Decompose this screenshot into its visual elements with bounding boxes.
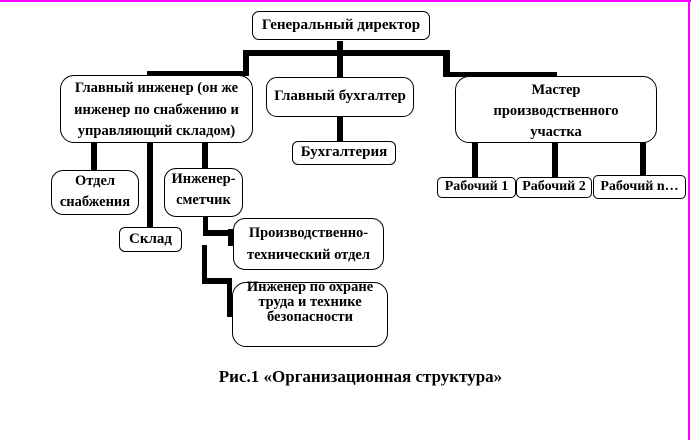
- node-label-line: участка: [530, 124, 582, 140]
- node-label-line: производственного: [493, 103, 619, 119]
- connector-engineer-supply: [91, 142, 97, 171]
- node-label-line: Мастер: [531, 82, 581, 98]
- connector-main-bar: [243, 50, 450, 56]
- node-label: Склад: [129, 231, 172, 247]
- node-accounting: [292, 141, 396, 165]
- node-label-line: управляющий складом): [77, 123, 236, 139]
- node-label-line: Инженер-: [171, 171, 236, 187]
- node-label: Главный бухгалтер: [274, 88, 406, 104]
- node-worker-2: [516, 177, 592, 198]
- node-label-line: Главный инженер (он же: [74, 80, 239, 96]
- connector-master-worker2: [552, 142, 558, 177]
- node-production-master: [455, 76, 657, 143]
- connector-engineer-estimator: [202, 142, 208, 169]
- connector-safety-edge-bar: [227, 278, 232, 317]
- node-label-line: Производственно-: [248, 225, 369, 241]
- node-cost-engineer: [164, 168, 243, 217]
- node-warehouse: [119, 227, 182, 252]
- connector-accountant-accounting: [337, 117, 343, 142]
- node-supply-department: [51, 170, 139, 215]
- node-label: Рабочий n…: [600, 179, 679, 194]
- node-worker-n: [593, 175, 686, 199]
- node-label-line: Инженер по охране: [246, 279, 374, 295]
- connector-prodtech-edge-bar: [228, 229, 233, 246]
- node-label: Рабочий 2: [522, 179, 586, 194]
- node-safety-engineer: [232, 279, 388, 347]
- connector-master-workern: [640, 142, 646, 177]
- node-label: Генеральный директор: [261, 17, 421, 33]
- connector-engineer-warehouse: [147, 142, 153, 228]
- node-label-line: снабжения: [59, 194, 131, 210]
- node-general-director: [252, 11, 430, 40]
- connector-director-drop: [337, 41, 343, 78]
- node-worker-1: [437, 177, 516, 198]
- figure-caption: Рис.1 «Организационная структура»: [218, 367, 503, 386]
- node-label: Бухгалтерия: [300, 144, 388, 160]
- node-label-line: труда и технике: [258, 294, 362, 310]
- node-chief-engineer: [60, 75, 253, 143]
- frame-border-right: [688, 0, 690, 440]
- node-production-technical-department: [233, 218, 384, 270]
- node-label-line: сметчик: [176, 192, 231, 208]
- node-label-line: безопасности: [266, 309, 354, 325]
- connector-master-worker1: [472, 142, 478, 177]
- node-label: Рабочий 1: [444, 179, 509, 194]
- node-label-line: Отдел: [74, 173, 116, 189]
- node-chief-accountant: [266, 77, 414, 117]
- frame-border-top: [0, 0, 691, 2]
- node-label-line: инженер по снабжению и: [74, 101, 239, 118]
- node-label-line: технический отдел: [246, 247, 371, 263]
